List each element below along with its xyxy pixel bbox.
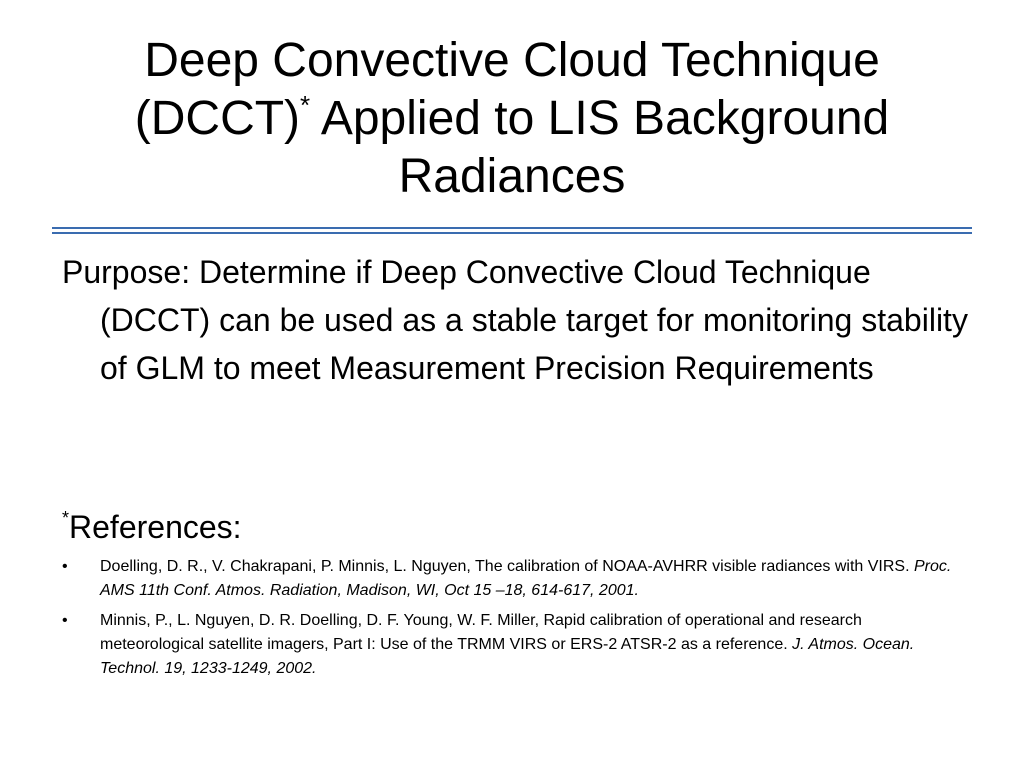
reference-list [62, 555, 962, 687]
title-divider [52, 227, 972, 234]
title-footnote-mark: * [300, 90, 311, 120]
title-line-2-start: (DCCT) [134, 92, 301, 145]
purpose-paragraph: Purpose: Determine if Deep Convective Cloud Technique (DCCT) can be used as a stable target for monitoring stability of GLM to meet Measurement Precision Requirements [62, 254, 968, 386]
reference-item [62, 609, 962, 681]
reference-text: Minnis, P., L. Nguyen, D. R. Doelling, D. F. Young, W. F. Miller, Rapid calibration of operational and research meteorological satellite imagers, Part I: Use of the TRMM VIRS or ERS-2 ATSR-2 as a reference. [100, 612, 862, 653]
bullet-icon: • [62, 612, 68, 629]
reference-text: Doelling, D. R., V. Chakrapani, P. Minnis, L. Nguyen, The calibration of NOAA-AVHRR visible radiances with VIRS. [100, 558, 914, 575]
title-line-3: Radiances [398, 150, 626, 203]
slide-title [30, 32, 994, 206]
reference-citation: J. Atmos. Ocean. Technol. 19, 1233-1249, 2002. [100, 636, 915, 677]
reference-item [62, 555, 962, 603]
title-line-2-end: Applied to LIS Background [310, 92, 890, 145]
title-line-1: Deep Convective Cloud Technique [144, 34, 880, 87]
references-heading-text: References: [69, 509, 242, 545]
references-footnote-mark: * [62, 508, 70, 528]
references-heading [62, 505, 242, 549]
reference-citation: Proc. AMS 11th Conf. Atmos. Radiation, Madison, WI, Oct 15 –18, 614-617, 2001. [100, 558, 952, 599]
bullet-icon: • [62, 558, 68, 575]
